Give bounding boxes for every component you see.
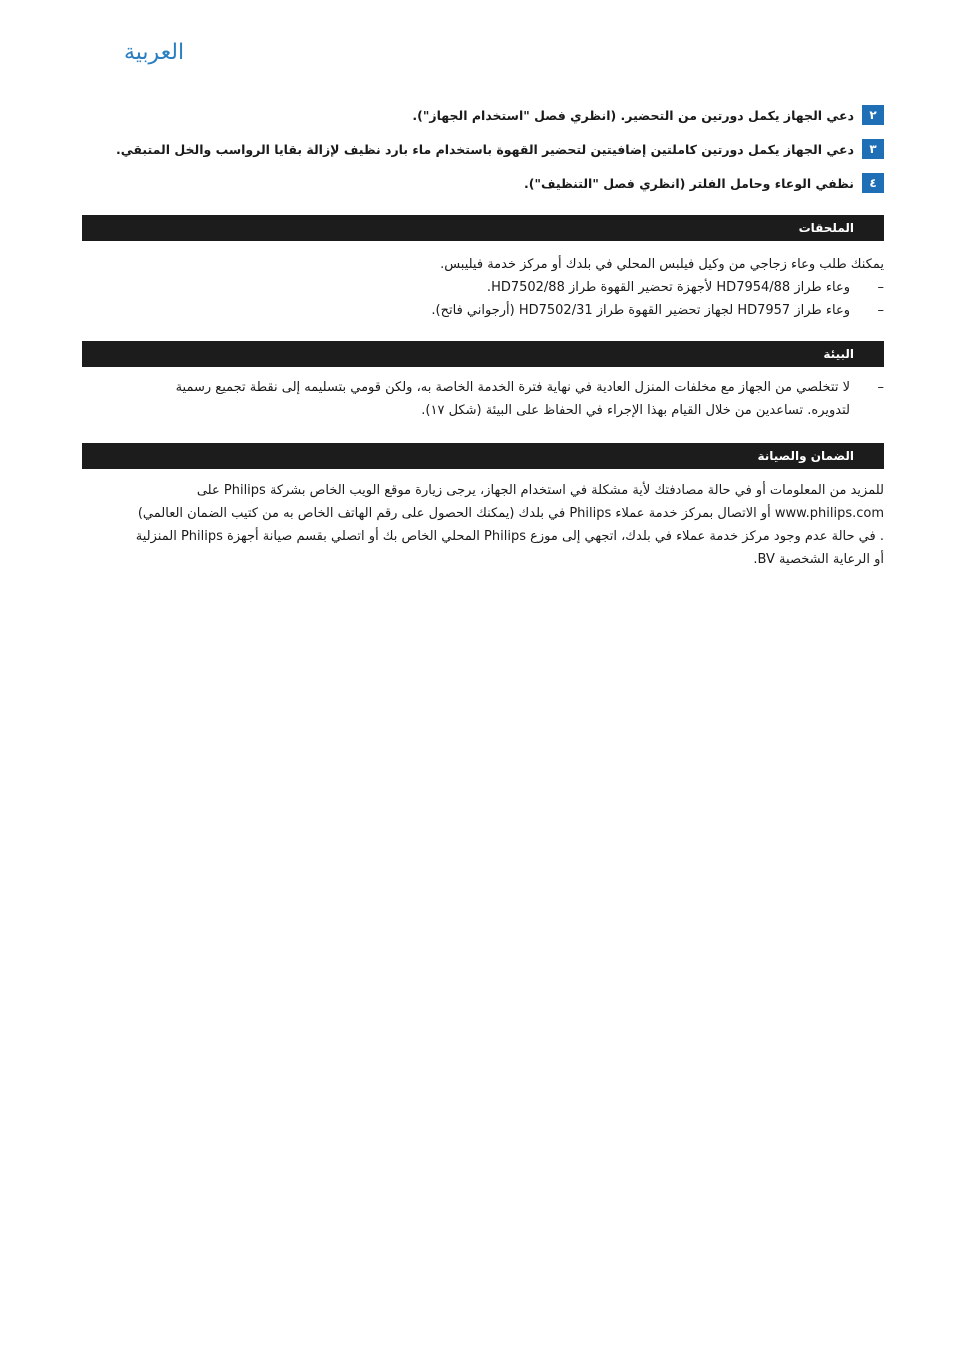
warranty-line: للمزيد من المعلومات أو في حالة مصادفتك لأية مشكلة في استخدام الجهاز، يرجى زيارة موقع الويب الخاص بشركة Philips على xyxy=(196,483,884,498)
environment-text xyxy=(82,376,850,422)
bullet-dash: – xyxy=(877,303,884,318)
section-heading-accessories: الملحقات xyxy=(82,215,884,241)
environment-line: لتدويره. تساعدين من خلال القيام بهذا الإجراء في الحفاظ على البيئة (شكل ١٧). xyxy=(421,403,850,418)
steps-list xyxy=(82,104,884,206)
list-item xyxy=(82,376,884,422)
step-number-badge: ٣ xyxy=(862,139,884,159)
language-title: العربية xyxy=(124,40,185,65)
warranty-line: www.philips.com أو الاتصال بمركز خدمة عملاء Philips في بلدك (يمكنك الحصول على رقم الهاتف الخاص به من كتيب الضمان العالمي) xyxy=(137,506,884,521)
bullet-dash: – xyxy=(877,380,884,395)
step-item xyxy=(82,138,884,160)
warranty-line: . في حالة عدم وجود مركز خدمة عملاء في بلدك، اتجهي إلى موزع Philips المحلي الخاص بك أو اتصلي بقسم صيانة أجهزة Philips المنزلية xyxy=(135,529,884,544)
step-number-badge: ٤ xyxy=(862,173,884,193)
accessory-item-text: وعاء طراز HD7957 لجهاز تحضير القهوة طراز HD7502/31 (أرجواني فاتح). xyxy=(431,303,850,318)
step-text: نظفي الوعاء وحامل الفلتر (انظري فصل "التنظيف"). xyxy=(524,175,854,191)
accessories-intro: يمكنك طلب وعاء زجاجي من وكيل فيلبس المحلي في بلدك أو مركز خدمة فيليبس. xyxy=(440,257,884,272)
bullet-dash: – xyxy=(877,280,884,295)
section-heading-environment: البيئة xyxy=(82,341,884,367)
step-text: دعي الجهاز يكمل دورتين من التحضير. (انظري فصل "استخدام الجهاز"). xyxy=(412,107,854,123)
step-number-badge: ٢ xyxy=(862,105,884,125)
accessory-item-text: وعاء طراز HD7954/88 لأجهزة تحضير القهوة طراز HD7502/88. xyxy=(486,280,850,295)
environment-section xyxy=(82,376,884,422)
step-item xyxy=(82,172,884,194)
list-item xyxy=(82,299,884,322)
warranty-section xyxy=(82,479,884,571)
step-text: دعي الجهاز يكمل دورتين كاملتين إضافيتين لتحضير القهوة باستخدام ماء بارد نظيف لإزالة بقايا الرواسب والخل المتبقي. xyxy=(116,141,854,157)
section-heading-warranty: الضمان والصيانة xyxy=(82,443,884,469)
list-item xyxy=(82,276,884,299)
environment-line: لا تتخلصي من الجهاز مع مخلفات المنزل العادية في نهاية فترة الخدمة الخاصة به، ولكن قومي بتسليمه إلى نقطة تجميع رسمية xyxy=(175,380,850,395)
accessories-section xyxy=(82,253,884,322)
step-item xyxy=(82,104,884,126)
warranty-line: أو الرعاية الشخصية BV. xyxy=(753,552,884,567)
